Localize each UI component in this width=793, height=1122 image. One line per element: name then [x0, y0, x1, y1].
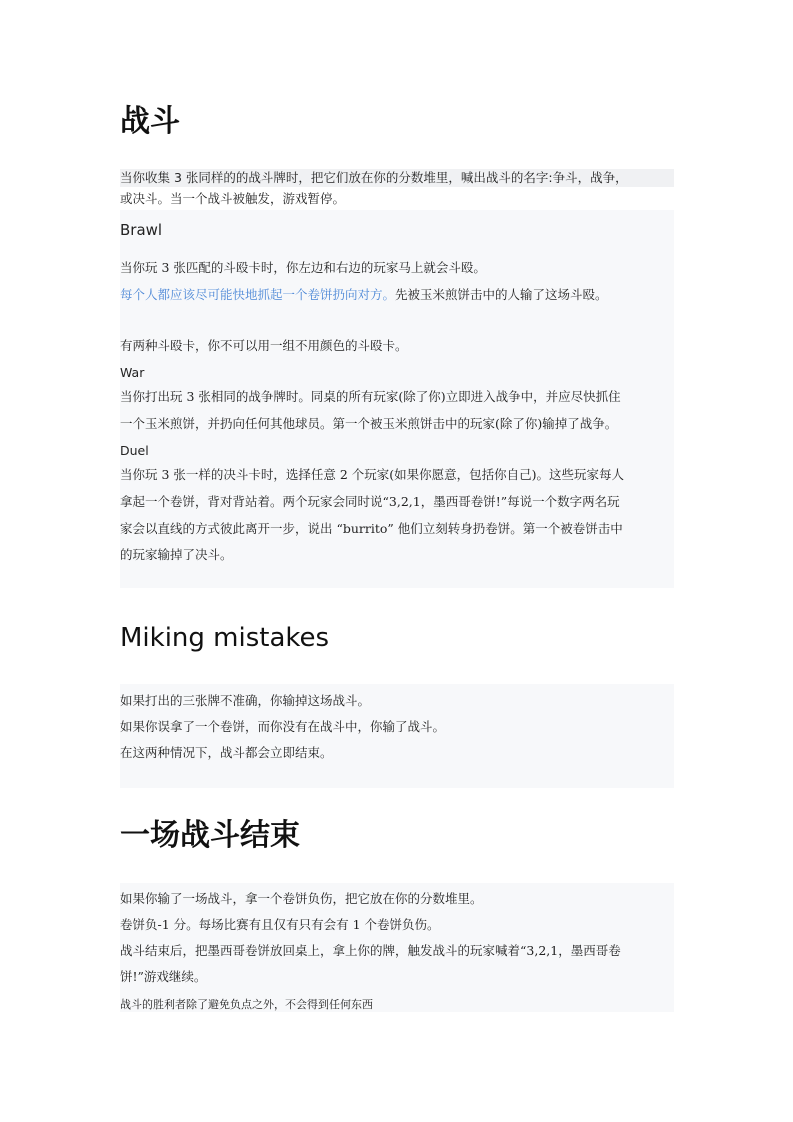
end-footnote: 战斗的胜利者除了避免负点之外，不会得到任何东西	[120, 998, 373, 1011]
brawl-rest-text: 先被玉米煎饼击中的人输了这场斗殴。	[395, 287, 608, 302]
brawl-title: Brawl	[120, 221, 163, 239]
duel-line-2: 拿起一个卷饼，背对背站着。两个玩家会同时说“3,2,1，墨西哥卷饼!”每说一个数字两名玩	[120, 494, 620, 509]
duel-line-3: 家会以直线的方式彼此离开一步，说出 “burrito” 他们立刻转身扔卷饼。第一个被卷饼击中	[120, 521, 623, 536]
mistakes-line-2: 如果你误拿了一个卷饼，而你没有在战斗中，你输了战斗。	[120, 719, 446, 734]
end-line-2: 卷饼负-1 分。每场比赛有且仅有只有会有 1 个卷饼负伤。	[120, 917, 440, 932]
battle-intro-line-1: 当你收集 3 张同样的的战斗牌时，把它们放在你的分数堆里，喊出战斗的名字:争斗，战争，	[120, 169, 674, 187]
end-line-3: 战斗结束后，把墨西哥卷饼放回桌上，拿上你的牌，触发战斗的玩家喊着“3,2,1，墨西哥卷	[120, 943, 621, 958]
section-title-battle: 战斗	[120, 104, 180, 139]
mistakes-line-1: 如果打出的三张牌不准确，你输掉这场战斗。	[120, 693, 371, 708]
war-title: War	[120, 365, 145, 380]
war-line-1: 当你打出玩 3 张相同的战争牌时。同桌的所有玩家(除了你)立即进入战争中，并应尽快抓住	[120, 389, 621, 404]
battle-intro-line-2: 或决斗。当一个战斗被触发，游戏暂停。	[120, 191, 346, 206]
mistakes-line-3: 在这两种情况下，战斗都会立即结束。	[120, 745, 333, 760]
duel-title: Duel	[120, 443, 149, 458]
section-title-end: 一场战斗结束	[120, 818, 300, 853]
war-line-2: 一个玉米煎饼，并扔向任何其他球员。第一个被玉米煎饼击中的玩家(除了你)输掉了战争。	[120, 416, 618, 431]
brawl-link-text[interactable]: 每个人都应该尽可能快地抓起一个卷饼扔向对方。	[120, 287, 396, 302]
section-title-mistakes: Miking mistakes	[120, 623, 330, 653]
duel-line-1: 当你玩 3 张一样的决斗卡时，选择任意 2 个玩家(如果你愿意，包括你自己)。这些玩家每人	[120, 467, 625, 482]
end-line-4: 饼!”游戏继续。	[120, 969, 207, 984]
duel-line-4: 的玩家输掉了决斗。	[120, 547, 233, 562]
types-note: 有两种斗殴卡，你不可以用一组不用颜色的斗殴卡。	[120, 338, 408, 353]
brawl-rule	[120, 286, 680, 304]
brawl-desc: 当你玩 3 张匹配的斗殴卡时，你左边和右边的玩家马上就会斗殴。	[120, 260, 486, 275]
end-line-1: 如果你输了一场战斗，拿一个卷饼负伤，把它放在你的分数堆里。	[120, 891, 483, 906]
